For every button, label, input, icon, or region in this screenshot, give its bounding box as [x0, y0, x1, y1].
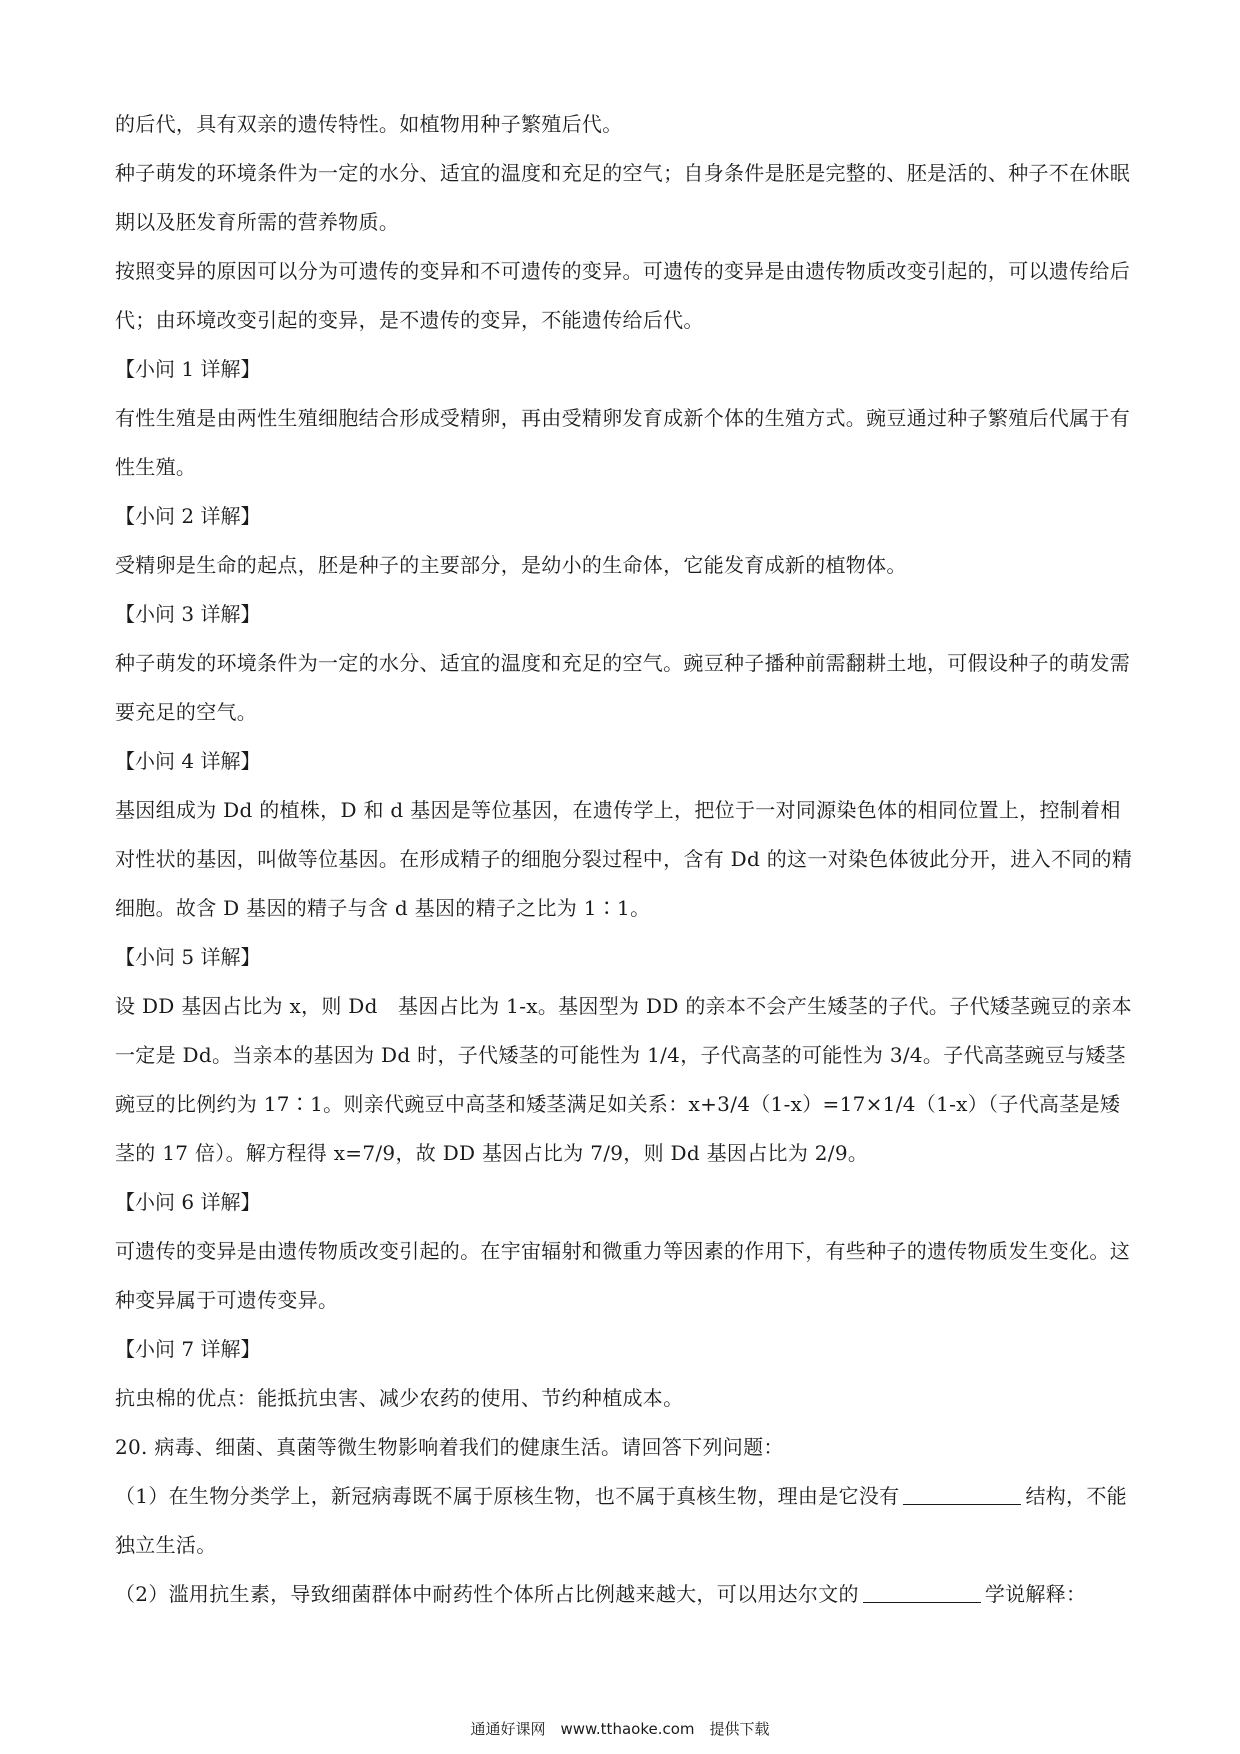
question-2 — [115, 1570, 1135, 1619]
question-1-text-after: 结构，不能独立生活。 — [115, 1484, 1127, 1557]
paragraph: 基因组成为 Dd 的植株，D 和 d 基因是等位基因，在遗传学上，把位于一对同源染色体的相同位置上，控制着相对性状的基因，叫做等位基因。在形成精子的细胞分裂过程中，含有 Dd 的这一对染色体彼此分开，进入不同的精细胞。故含 D 基因的精子与含 d 基因的精子之比为 1∶1。 — [115, 798, 1133, 920]
paragraph: 种子萌发的环境条件为一定的水分、适宜的温度和充足的空气。豌豆种子播种前需翻耕土地，可假设种子的萌发需要充足的空气。 — [115, 651, 1130, 724]
section-heading: 【小问 5 详解】 — [115, 945, 261, 969]
section-heading: 【小问 7 详解】 — [115, 1337, 261, 1361]
document-body — [115, 100, 1135, 1619]
question-stem: 20. 病毒、细菌、真菌等微生物影响着我们的健康生活。请回答下列问题： — [115, 1435, 784, 1459]
paragraph: 受精卵是生命的起点，胚是种子的主要部分，是幼小的生命体，它能发育成新的植物体。 — [115, 553, 907, 577]
page-footer: 通通好课网 www.tthaoke.com 提供下载 — [470, 1720, 770, 1738]
section-heading: 【小问 1 详解】 — [115, 357, 261, 381]
answer-blank — [903, 1484, 1021, 1505]
question-1-text: （1）在生物分类学上，新冠病毒既不属于原核生物，也不属于真核生物，理由是它没有 — [115, 1484, 900, 1508]
paragraph: 设 DD 基因占比为 x，则 Dd 基因占比为 1-x。基因型为 DD 的亲本不会产生矮茎的子代。子代矮茎豌豆的亲本一定是 Dd。当亲本的基因为 Dd 时，子代矮茎的可能性为 1/4，子代高茎的可能性为 3/4。子代高茎豌豆与矮茎豌豆的比例约为 17∶1。则亲代豌豆中高茎和矮茎满足如关系：x+3/4（1-x）=17×1/4（1-x）（子代高茎是矮茎的 17 倍）。解方程得 x=7/9，故 DD 基因占比为 7/9，则 Dd 基因占比为 2/9。 — [115, 994, 1132, 1165]
paragraph: 的后代，具有双亲的遗传特性。如植物用种子繁殖后代。 — [115, 112, 623, 136]
paragraph: 抗虫棉的优点：能抵抗虫害、减少农药的使用、节约种植成本。 — [115, 1386, 684, 1410]
question-2-text: （2）滥用抗生素，导致细菌群体中耐药性个体所占比例越来越大，可以用达尔文的 — [115, 1582, 859, 1606]
question-2-text-after: 学说解释： — [984, 1582, 1087, 1606]
paragraph: 按照变异的原因可以分为可遗传的变异和不可遗传的变异。可遗传的变异是由遗传物质改变引起的，可以遗传给后代；由环境改变引起的变异，是不遗传的变异，不能遗传给后代。 — [115, 259, 1130, 332]
paragraph: 有性生殖是由两性生殖细胞结合形成受精卵，再由受精卵发育成新个体的生殖方式。豌豆通过种子繁殖后代属于有性生殖。 — [115, 406, 1130, 479]
section-heading: 【小问 3 详解】 — [115, 602, 261, 626]
paragraph: 种子萌发的环境条件为一定的水分、适宜的温度和充足的空气；自身条件是胚是完整的、胚是活的、种子不在休眠期以及胚发育所需的营养物质。 — [115, 161, 1130, 234]
section-heading: 【小问 4 详解】 — [115, 749, 261, 773]
answer-blank — [863, 1582, 981, 1603]
section-heading: 【小问 2 详解】 — [115, 504, 261, 528]
section-heading: 【小问 6 详解】 — [115, 1190, 261, 1214]
paragraph: 可遗传的变异是由遗传物质改变引起的。在宇宙辐射和微重力等因素的作用下，有些种子的遗传物质发生变化。这种变异属于可遗传变异。 — [115, 1239, 1130, 1312]
question-1 — [115, 1472, 1135, 1570]
